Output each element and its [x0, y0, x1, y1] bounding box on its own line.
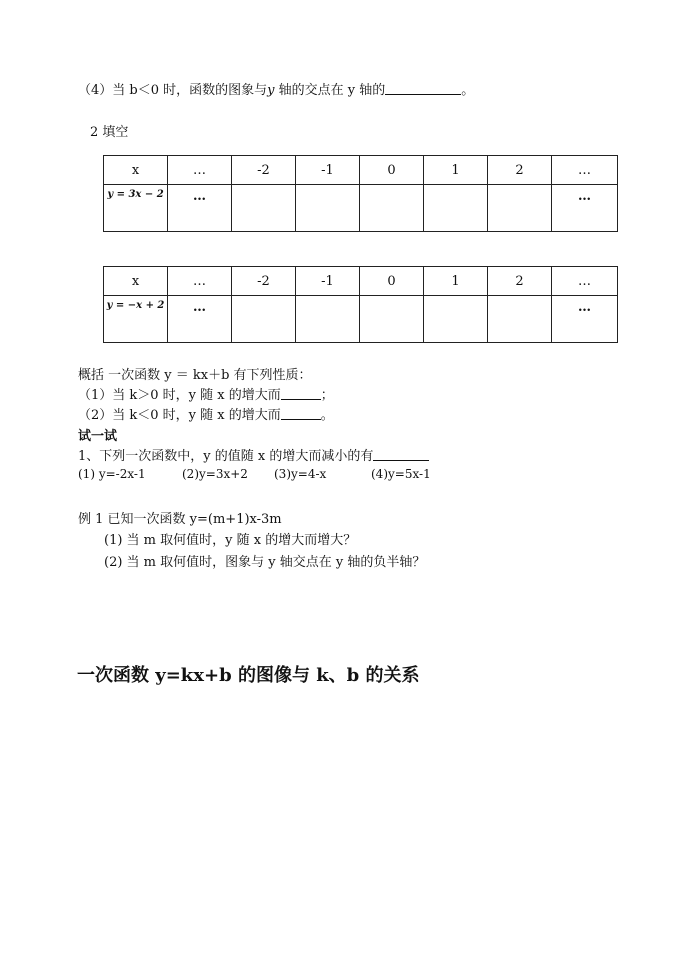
table-cell: … [168, 267, 232, 296]
table-cell: … [168, 156, 232, 185]
function-label-cell: y = −x + 2 [104, 296, 168, 343]
table-cell: … [552, 185, 618, 232]
answer-cell[interactable] [488, 296, 552, 343]
table-cell: 0 [360, 267, 424, 296]
answer-cell[interactable] [232, 296, 296, 343]
example-question-2: (2) 当 m 取何值时，图象与 y 轴交点在 y 轴的负半轴？ [104, 555, 426, 570]
summary-title: 概括 一次函数 y ＝ kx＋b 有下列性质： [78, 368, 312, 383]
table-cell: 0 [360, 156, 424, 185]
answer-cell[interactable] [296, 296, 360, 343]
summary-property-2-text: （2）当 k＜0 时，y 随 x 的增大而 [78, 408, 281, 423]
example-title: 例 1 已知一次函数 y=(m+1)x-3m [78, 512, 282, 527]
value-table-1 [103, 155, 618, 232]
table-cell: 1 [424, 156, 488, 185]
answer-cell[interactable] [424, 296, 488, 343]
table-cell: 2 [488, 156, 552, 185]
summary-property-1-text: （1）当 k＞0 时，y 随 x 的增大而 [78, 388, 281, 403]
answer-blank-try1[interactable] [373, 448, 429, 461]
table-cell: 1 [424, 267, 488, 296]
answer-cell[interactable] [360, 296, 424, 343]
table-cell: x [104, 156, 168, 185]
function-label-cell: y = 3x − 2 [104, 185, 168, 232]
answer-cell[interactable] [360, 185, 424, 232]
try-question-1-text: 1、下列一次函数中，y 的值随 x 的增大而减小的有 [78, 449, 374, 464]
section-heading: 一次函数 y=kx+b 的图像与 k、b 的关系 [77, 665, 420, 686]
item-4-prefix: （4）当 b＜0 时，函数的图象与 [78, 83, 268, 98]
answer-cell[interactable] [424, 185, 488, 232]
table-cell: x [104, 267, 168, 296]
try-option-3: (3)y=4-x [274, 467, 327, 481]
answer-blank-p2[interactable] [281, 407, 321, 420]
table-row [104, 185, 618, 232]
table-row [104, 267, 618, 296]
example-question-1: (1) 当 m 取何值时，y 随 x 的增大而增大？ [104, 533, 357, 548]
table-cell: … [552, 296, 618, 343]
table-cell: -2 [232, 267, 296, 296]
item-4-end: 。 [461, 83, 475, 98]
table-cell: … [552, 156, 618, 185]
table-cell: … [168, 296, 232, 343]
answer-cell[interactable] [488, 185, 552, 232]
try-title: 试一试 [78, 429, 118, 444]
summary-property-2-end: 。 [320, 408, 334, 423]
table-cell: -1 [296, 156, 360, 185]
summary-property-1-end: ； [320, 388, 334, 403]
answer-blank-item4[interactable] [385, 82, 461, 95]
item-4-line [78, 79, 474, 98]
table-row [104, 156, 618, 185]
answer-cell[interactable] [232, 185, 296, 232]
table-cell: … [168, 185, 232, 232]
answer-blank-p1[interactable] [281, 387, 321, 400]
summary-property-2 [78, 404, 334, 423]
value-table-2 [103, 266, 618, 343]
try-option-1: (1) y=-2x-1 [78, 467, 146, 481]
table-cell: 2 [488, 267, 552, 296]
fill-section-title: 2 填空 [90, 125, 129, 140]
try-question-1 [78, 445, 429, 464]
answer-cell[interactable] [296, 185, 360, 232]
try-option-4: (4)y=5x-1 [371, 467, 431, 481]
summary-property-1 [78, 384, 334, 403]
table-cell: … [552, 267, 618, 296]
table-cell: -2 [232, 156, 296, 185]
item-4-yvar: y [267, 83, 275, 98]
item-4-mid: 轴的交点在 y 轴的 [274, 83, 386, 98]
try-option-2: (2)y=3x+2 [182, 467, 248, 481]
table-cell: -1 [296, 267, 360, 296]
table-row [104, 296, 618, 343]
